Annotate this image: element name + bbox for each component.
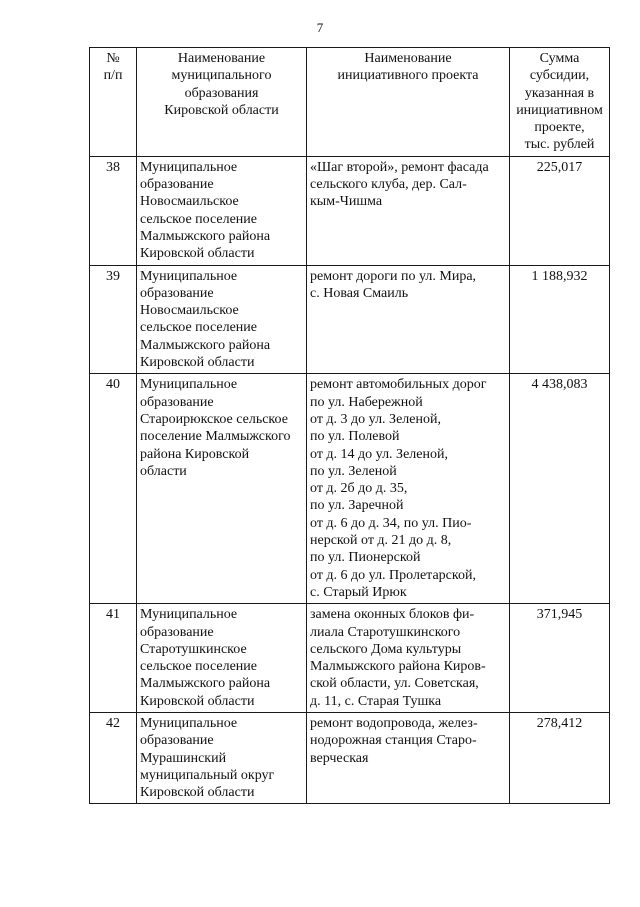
header-municipality <box>137 48 307 157</box>
municipality-line: сельское поселение <box>140 659 257 675</box>
header-line: тыс. рублей <box>524 137 595 153</box>
row-number: 38 <box>90 156 137 265</box>
amount-cell: 4 438,083 <box>510 374 610 604</box>
project-line: по ул. Пионерской <box>310 550 421 566</box>
municipality-line: Муниципальное <box>140 159 238 175</box>
table-row <box>90 604 610 713</box>
municipality-cell <box>137 156 307 265</box>
project-line: от д. 14 до ул. Зеленой, <box>310 446 448 462</box>
municipality-line: Кировской области <box>140 246 255 262</box>
amount-cell: 371,945 <box>510 604 610 713</box>
table-row <box>90 156 610 265</box>
project-line: верческая <box>310 750 369 766</box>
project-line: от д. 6 до ул. Пролетарской, <box>310 567 476 583</box>
project-line: лиала Старотушкинского <box>310 624 461 640</box>
table-row <box>90 374 610 604</box>
project-cell <box>307 604 510 713</box>
project-line: нодорожная станция Старо- <box>310 733 477 749</box>
project-line: сельского клуба, дер. Сал- <box>310 177 467 193</box>
municipality-cell <box>137 265 307 374</box>
row-number: 39 <box>90 265 137 374</box>
page-number: 7 <box>316 20 324 35</box>
project-cell <box>307 374 510 604</box>
project-line: по ул. Набережной <box>310 394 423 410</box>
municipality-line: сельское поселение <box>140 320 257 336</box>
header-line: инициативного проекта <box>337 68 479 84</box>
municipality-cell <box>137 374 307 604</box>
project-line: по ул. Заречной <box>310 498 404 514</box>
header-line: Наименование <box>177 51 266 66</box>
project-line: ской области, ул. Советская, <box>310 676 479 692</box>
municipality-cell <box>137 712 307 803</box>
project-line: Малмыжского района Киров- <box>310 659 486 675</box>
project-line: по ул. Полевой <box>310 429 400 445</box>
subsidy-table <box>89 47 610 804</box>
project-line: от д. 6 до д. 34, по ул. Пио- <box>310 515 472 531</box>
table-body <box>90 156 610 804</box>
amount-cell: 1 188,932 <box>510 265 610 374</box>
project-line: ремонт дороги по ул. Мира, <box>310 268 477 284</box>
municipality-line: образование <box>140 394 214 410</box>
project-cell <box>307 265 510 374</box>
header-line: проекте, <box>534 120 585 136</box>
project-line: от д. 3 до ул. Зеленой, <box>310 411 441 427</box>
header-line: инициативном <box>516 102 603 118</box>
project-line: ремонт автомобильных дорог <box>310 377 487 393</box>
municipality-line: Малмыжского района <box>140 337 271 353</box>
municipality-line: сельское поселение <box>140 211 257 227</box>
municipality-line: муниципальный округ <box>140 767 275 783</box>
municipality-line: Муниципальное <box>140 715 238 731</box>
project-line: кым-Чишма <box>310 194 383 210</box>
header-line: муниципального <box>171 68 272 84</box>
municipality-line: образование <box>140 733 214 749</box>
municipality-line: Мурашинский <box>140 750 227 766</box>
municipality-line: области <box>140 463 187 479</box>
municipality-line: образование <box>140 285 214 301</box>
project-line: «Шаг второй», ремонт фасада <box>310 159 489 175</box>
municipality-line: района Кировской <box>140 446 250 462</box>
amount-cell: 278,412 <box>510 712 610 803</box>
municipality-line: Малмыжского района <box>140 228 271 244</box>
header-line: п/п <box>103 68 123 84</box>
project-cell <box>307 156 510 265</box>
municipality-line: образование <box>140 177 214 193</box>
municipality-line: Малмыжского района <box>140 676 271 692</box>
municipality-line: Муниципальное <box>140 607 238 623</box>
project-line: с. Старый Ирюк <box>310 584 407 600</box>
project-line: ремонт водопровода, желез- <box>310 715 478 731</box>
municipality-line: Старотушкинское <box>140 641 247 657</box>
header-project <box>307 48 510 157</box>
project-line: сельского Дома культуры <box>310 641 462 657</box>
municipality-line: Новосмаильское <box>140 303 239 319</box>
municipality-line: Новосмаильское <box>140 194 239 210</box>
municipality-line: Муниципальное <box>140 268 238 284</box>
municipality-line: Муниципальное <box>140 377 238 393</box>
table-row <box>90 712 610 803</box>
project-line: по ул. Зеленой <box>310 463 397 479</box>
amount-cell: 225,017 <box>510 156 610 265</box>
header-line: Сумма <box>539 51 580 66</box>
municipality-cell <box>137 604 307 713</box>
municipality-line: Кировской области <box>140 355 255 371</box>
header-number <box>90 48 137 157</box>
header-line: № <box>106 51 120 66</box>
project-line: нерской от д. 21 до д. 8, <box>310 533 452 549</box>
header-line: Наименование <box>364 51 452 66</box>
table-row <box>90 265 610 374</box>
row-number: 41 <box>90 604 137 713</box>
header-line: образования <box>184 85 259 101</box>
municipality-line: Кировской области <box>140 693 255 709</box>
project-cell <box>307 712 510 803</box>
municipality-line: Староирюкское сельское <box>140 411 288 427</box>
row-number: 42 <box>90 712 137 803</box>
municipality-line: Кировской области <box>140 785 255 801</box>
project-line: от д. 2б до д. 35, <box>310 481 408 497</box>
row-number: 40 <box>90 374 137 604</box>
municipality-line: образование <box>140 624 214 640</box>
header-amount <box>510 48 610 157</box>
header-line: указанная в <box>524 85 595 101</box>
header-line: Кировской области <box>164 102 279 118</box>
header-line: субсидии, <box>529 68 590 84</box>
municipality-line: поселение Малмыжского <box>140 429 291 445</box>
project-line: замена оконных блоков фи- <box>310 607 475 623</box>
project-line: с. Новая Смаиль <box>310 285 409 301</box>
table-header-row <box>90 48 610 157</box>
project-line: д. 11, с. Старая Тушка <box>310 693 442 709</box>
